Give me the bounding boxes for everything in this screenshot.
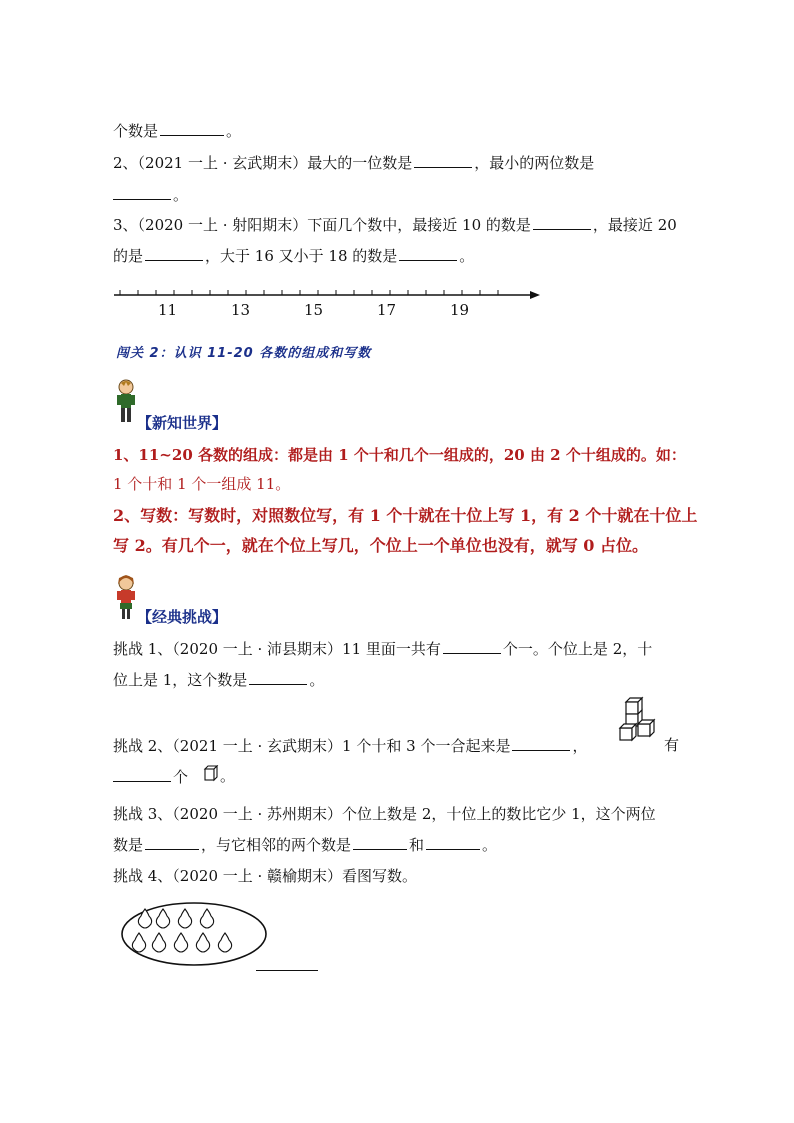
q2-line2: 。 — [113, 184, 188, 205]
c1-line1: 挑战 1、（2020 一上 · 沛县期末）11 里面一共有 个一。个位上是 2，十 — [113, 640, 653, 658]
q2-line1: 2、（2021 一上 · 玄武期末）最大的一位数是 ，最小的两位数是 — [113, 154, 595, 172]
answer-blank[interactable] — [426, 834, 480, 850]
level-heading: 闯关 2：认识 11-20 各数的组成和写数 — [116, 346, 372, 361]
c3-line2: 数是 ，与它相邻的两个数是 和 。 — [113, 836, 498, 854]
mascot-boy-icon — [114, 378, 138, 426]
knowledge-p1-line2: 1 个十和 1 个一组成 11。 — [113, 475, 291, 493]
answer-blank[interactable] — [249, 669, 307, 685]
number-line-label: 13 — [231, 301, 251, 319]
c3-line1: 挑战 3、（2020 一上 · 苏州期末）个位上数是 2，十位上的数比它少 1，这个两位 — [113, 805, 656, 823]
single-cube-icon — [203, 765, 219, 783]
c2-line1: 挑战 2、（2021 一上 · 玄武期末）1 个十和 3 个一合起来是 ， — [113, 737, 588, 755]
q1-tail: 个数是 。 — [113, 122, 242, 140]
new-knowledge-title: 【新知世界】 — [137, 414, 228, 432]
answer-blank[interactable] — [145, 245, 203, 261]
answer-blank[interactable] — [414, 152, 472, 168]
mascot-girl-icon — [114, 574, 138, 622]
c2-end: 。 — [220, 767, 236, 785]
number-line-label: 11 — [158, 301, 178, 319]
answer-blank[interactable] — [256, 955, 318, 971]
c1-line2: 位上是 1，这个数是 。 — [113, 671, 325, 689]
q3-line2: 的是 ，大于 16 又小于 18 的数是 。 — [113, 247, 475, 265]
c4-line1: 挑战 4、（2020 一上 · 赣榆期末）看图写数。 — [113, 867, 418, 885]
answer-blank[interactable] — [160, 120, 224, 136]
answer-blank[interactable] — [353, 834, 407, 850]
knowledge-p1-line1: 1、11~20 各数的组成：都是由 1 个十和几个一组成的，20 由 2 个十组成的。如： — [113, 446, 686, 464]
classic-title: 【经典挑战】 — [137, 608, 228, 626]
number-line-label: 17 — [377, 301, 397, 319]
c2-line2: 个 — [113, 766, 188, 787]
knowledge-p2-line2: 写 2。有几个一，就在个位上写几，个位上一个单位也没有，就写 0 占位。 — [113, 536, 648, 555]
knowledge-p2-line1: 2、写数：写数时，对照数位写，有 1 个十就在十位上写 1，有 2 个十就在十位上 — [113, 506, 698, 525]
answer-blank[interactable] — [113, 766, 171, 782]
pear-plate-illustration — [115, 896, 275, 972]
q3-line1: 3、（2020 一上 · 射阳期末）下面几个数中，最接近 10 的数是 ，最接近 20 — [113, 216, 677, 234]
answer-blank[interactable] — [399, 245, 457, 261]
answer-blank[interactable] — [113, 184, 171, 200]
answer-blank[interactable] — [145, 834, 199, 850]
cube-stack-icon — [618, 696, 660, 742]
answer-blank[interactable] — [443, 638, 501, 654]
number-line-label: 19 — [450, 301, 470, 319]
answer-blank[interactable] — [512, 735, 570, 751]
c2-you: 有 — [664, 736, 680, 754]
answer-blank[interactable] — [533, 214, 591, 230]
number-line-label: 15 — [304, 301, 324, 319]
